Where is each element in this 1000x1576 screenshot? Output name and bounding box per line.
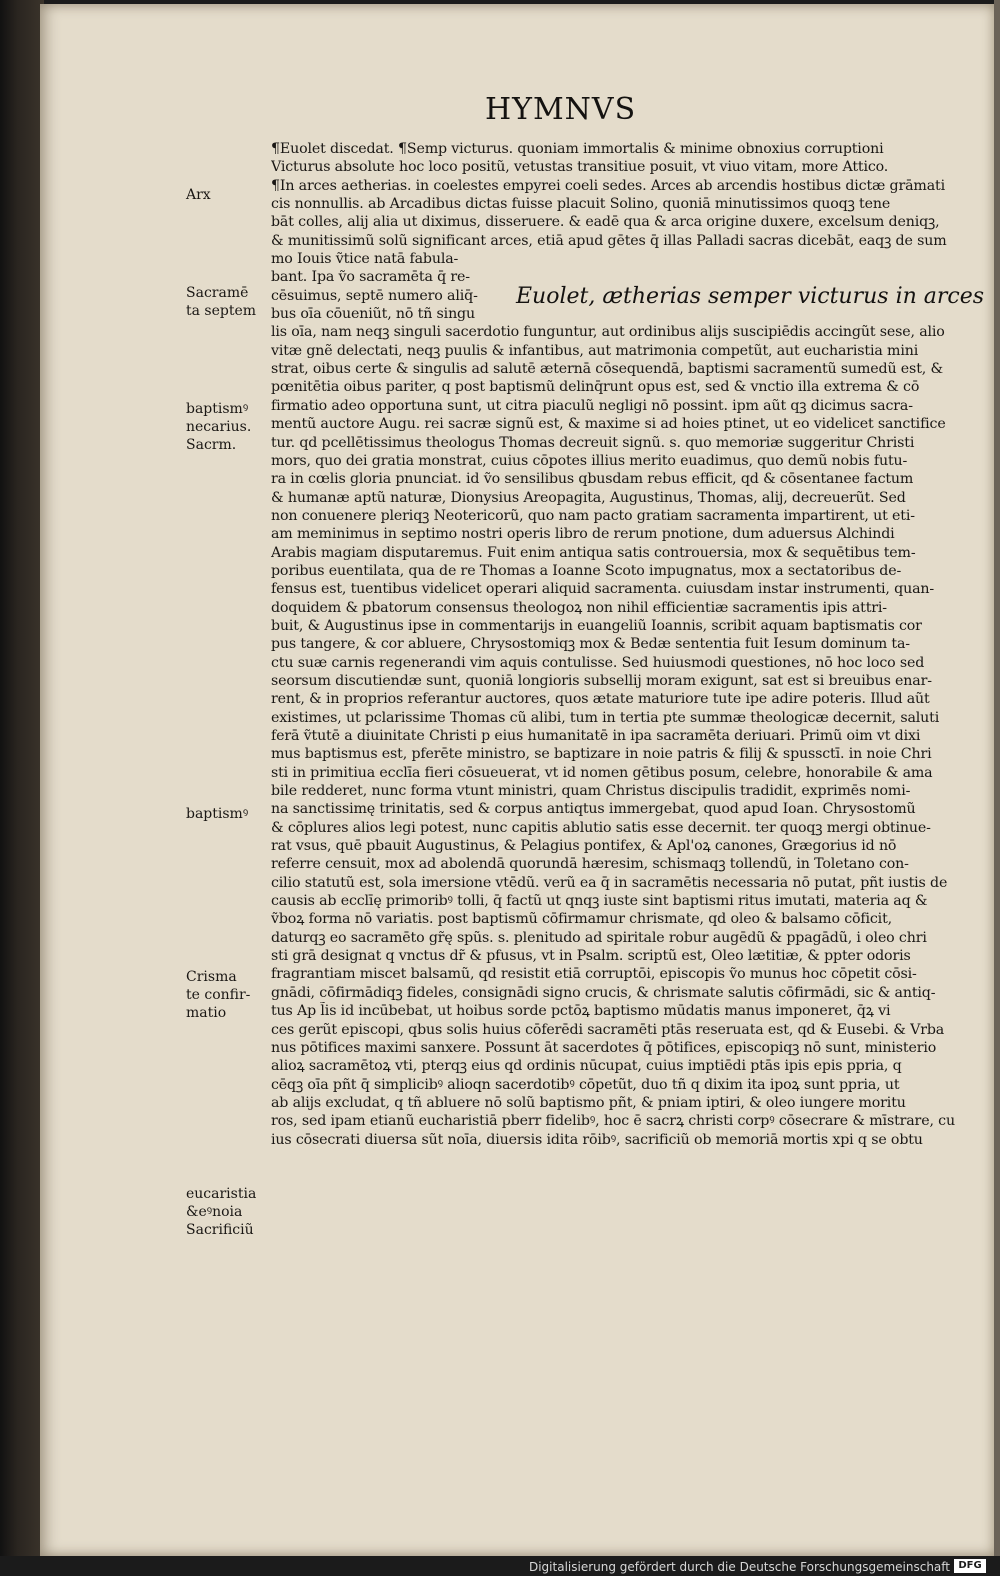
text-line: cis nonnullis. ab Arcadibus dictas fuisse placuit Solino, quoniā minutissimos quoqꝫ tene	[271, 196, 891, 213]
text-line: Victurus absolute hoc loco positũ, vetustas transitiue posuit, vt viuo vitam, more Attico.	[271, 159, 889, 176]
text-line: strat, oibus certe & singulis ad salutē æternā cōsequendā, baptismi sacramentũ sumedũ est, &	[271, 361, 943, 378]
text-line: causis ab ecclīę primoribꝰ tolli, q̄ factũ ut qnqꝫ iuste sint baptismi ritus imutati, materia aq &	[271, 893, 928, 910]
margin-note-line: necarius.	[186, 419, 252, 435]
text-line: mors, quo dei gratia monstrat, cuius cōpotes illius merito euadimus, quo demũ nobis futu-	[271, 452, 908, 469]
body-text	[271, 140, 985, 1149]
text-line: & munitissimũ solũ significant arces, etiā apud gētes q̄ illas Palladi sacras dicebāt, eaqꝫ de sum	[271, 232, 947, 249]
text-line: non conuenere pleriqꝫ Neotericorũ, quo nam pacto gratiam sacramenta impartirent, ut eti-	[271, 507, 915, 524]
text-line: & humanæ aptũ naturæ, Dionysius Areopagita, Augustinus, Thomas, alij, decreuerũt. Sed	[271, 489, 906, 506]
text-line: mus baptismus est, pferēte ministro, se baptizare in noie patris & filij & spussctī. in noie Chri	[271, 746, 932, 763]
margin-note-line: Crisma	[186, 969, 237, 985]
text-line: referre censuit, mox ad abolendā quorundā hæresim, schismaqꝫ tollendũ, in Toletano con-	[271, 856, 909, 873]
margin-note-chrisma	[186, 968, 270, 1022]
margin-note-eucharistia	[186, 1185, 270, 1239]
text-line: alioꝝ sacramētoꝝ vti, pterqꝫ eius qd ordinis nūcupat, cuius imptiēdi ptās ipis epis ppria, q	[271, 1058, 902, 1075]
text-line: cēqꝫ oīa pñt q̄ simplicibꝰ alioqn sacerdotibꝰ cōpetũt, duo tñ q dixim ita ipoꝝ sunt ppria, ut	[271, 1076, 900, 1093]
text-line: rat vsus, quē pbauit Augustinus, & Pelagius pontifex, & Apl'oꝝ canones, Grægorius id nō	[271, 838, 897, 855]
text-line: ferā ṽtutē a diuinitate Christi p eius humanitatē in ipa sacramēta deriuari. Primũ oim vt dixi	[271, 728, 921, 744]
text-line: bant. Ipa ṽo sacramēta q̄ re-	[271, 269, 470, 286]
text-line: ctu suæ carnis regenerandi vim aquis contulisse. Sed huiusmodi questiones, nō hoc loco sed	[271, 654, 925, 671]
margin-note-line: eucaristia	[186, 1186, 257, 1202]
margin-note-baptismus-necessarium	[186, 400, 270, 454]
text-line: poribus euentilata, qua de re Thomas a Ioanne Scoto impugnatus, mox a sectatoribus de-	[271, 562, 902, 579]
text-line: na sanctissimę trinitatis, sed & corpus antiqtus immergebat, quod apud Ioan. Chrysostomũ	[271, 801, 916, 818]
margin-note-line: Arx	[186, 187, 211, 203]
margin-note-sacramenta	[186, 284, 270, 320]
margin-note-line: te confir-	[186, 987, 251, 1003]
text-line: bāt colles, alij alia ut diximus, disseruere. & eadē qua & arca origine duxere, excelsum deniqꝫ,	[271, 214, 940, 231]
margin-note-line: Sacrm.	[186, 437, 237, 453]
text-line: bus oīa cōueniũt, nō tñ singu	[271, 306, 475, 323]
text-line: mo Iouis ṽtice natā fabula-	[271, 251, 459, 268]
scan-right-edge	[994, 0, 1000, 1556]
text-line: sti grā designat q vnctus dr̃ & pfusus, vt in Psalm. scriptũ est, Oleo lætitiæ, & ppter odoris	[271, 948, 911, 965]
text-line: firmatio adeo opportuna sunt, ut citra piaculũ negligi nō possint. ipm aũt qꝫ dicimus sacra-	[271, 397, 913, 414]
dfg-logo: DFG	[954, 1559, 986, 1573]
text-line: rent, & in proprios referantur auctores, quos ætate maturiore tute ipe adire poteris. Illud aũt	[271, 691, 930, 708]
text-line: tus Ap l̃is id incūbebat, ut hoibus sorde pctōꝝ baptismo mūdatis manus imponeret, q̄ꝝ vi	[271, 1003, 891, 1020]
verse-heading: Euolet, ætherias semper victurus in arces	[516, 284, 985, 309]
margin-note-arx	[186, 186, 270, 204]
text-line: pœnitētia oibus pariter, q post baptismũ delinq̄runt opus est, sed & vnctio illa extrema & cō	[271, 379, 920, 396]
margin-note-line: matio	[186, 1005, 227, 1021]
text-line: ¶In arces aetherias. in coelestes empyrei coeli sedes. Arces ab arcendis hostibus dictæ grāmati	[271, 177, 945, 194]
footer-credit: Digitalisierung gefördert durch die Deutsche Forschungsgemeinschaft	[528, 1560, 950, 1574]
text-line: ra in cœlis gloria pnunciat. id ṽo sensilibus qbusdam rebus efficit, qd & cōsentanee factum	[271, 471, 914, 488]
scan-left-edge	[0, 0, 44, 1556]
text-line: Arabis magiam disputaremus. Fuit enim antiqua satis controuersia, mox & sequētibus tem-	[271, 544, 916, 561]
margin-note-line: ta septem	[186, 303, 257, 319]
text-line: ¶Euolet discedat. ¶Semp victurus. quoniam immortalis & minime obnoxius corruptioni	[271, 141, 884, 157]
text-line: bile redderet, nunc forma vtunt ministri, quam Christus discipulis tradidit, exprimēs nomi-	[271, 783, 911, 800]
text-line: nus pōtifices maximi sanxere. Possunt āt sacerdotes q̄ pōtifices, episcopiqꝫ nō sunt, ministerio	[271, 1039, 937, 1056]
margin-note-line: baptismꝰ	[186, 806, 249, 822]
text-line: ab alijs excludat, q tñ abluere nō solũ baptismo pñt, & pniam iptiri, & oleo iungere moritu	[271, 1094, 906, 1111]
text-line: ṽboꝝ forma nō variatis. post baptismũ cōfirmamur chrismate, qd oleo & balsamo cōficit,	[271, 911, 892, 928]
text-line: existimes, ut pclarissime Thomas cũ alibi, tum in tertia pte summæ theologicæ decernit, saluti	[271, 709, 940, 726]
text-line: buit, & Augustinus ipse in commentarijs in euangeliũ Ioannis, scribit aquam baptismatis cor	[271, 617, 922, 634]
text-line: sti in primitiua ecclīa fieri cōsueuerat, vt id nomen gētibus posum, celebre, honorabile & ama	[271, 764, 933, 781]
text-line: vitæ gnẽ delectati, neqꝫ puulis & infantibus, aut matrimonia competũt, aut eucharistia mini	[271, 342, 919, 359]
text-line: fragrantiam miscet balsamũ, qd resistit etiā corruptōi, episcopis ṽo munus hoc cōpetit cōsi-	[271, 966, 917, 983]
text-line: ces gerũt episcopi, qbus solis huius cōferēdi sacramēti ptās reseruata est, qd & Eusebi. & Vrba	[271, 1021, 945, 1038]
margin-note-baptismus	[186, 805, 270, 823]
text-line: ros, sed ipam etianũ eucharistiā pberr fidelibꝰ, hoc ē sacrꝝ christi corpꝰ cōsecrare & mīstrare, cu	[271, 1113, 955, 1130]
text-line: gnādi, cōfirmādiqꝫ fideles, consignādi signo crucis, & chrismate salutis cōfirmādi, sic & antiq-	[271, 984, 936, 1001]
margin-note-line: Sacrificiũ	[186, 1222, 254, 1238]
text-line: doquidem & pbatorum consensus theologoꝝ non nihil efficientiæ sacramentis ipis attri-	[271, 599, 887, 616]
text-line: daturqꝫ eo sacramēto gr̃ę spũs. s. plenitudo ad spiritale robur augēdũ & ppagādũ, i oleo chri	[271, 929, 927, 946]
text-line: lis oīa, nam neqꝫ singuli sacerdotio funguntur, aut ordinibus alijs suscipiēdis accingũt sese, alio	[271, 324, 945, 341]
text-line: seorsum discutiendæ sunt, quoniā longioris subsellij moram exigunt, sat est si breuibus enar-	[271, 672, 932, 689]
margin-note-line: &eꝰnoia	[186, 1204, 243, 1220]
text-line: cilio statutũ est, sola imersione vtēdũ. verũ ea q̄ in sacramētis necessaria nō putat, pñt iustis de	[271, 874, 948, 891]
text-line: tur. qd pcellētissimus theologus Thomas decreuit signũ. s. quo memoriæ suggeritur Christi	[271, 434, 915, 451]
text-line: mentũ auctore Augu. rei sacræ signũ est, & maxime si ad hoies ptinet, ut eo videlicet sanctifice	[271, 416, 946, 433]
running-header: HYMNVS	[485, 92, 637, 127]
text-line: am meminimus in septimo nostri operis libro de rerum pnotione, dum aduersus Alchindi	[271, 526, 895, 543]
text-line: fensus est, tuentibus videlicet operari aliquid sacramenta. cuiusdam instar instrumenti, quan-	[271, 581, 935, 598]
text-line: ius cōsecrati diuersa sũt noīa, diuersis idita rōibꝰ, sacrificiũ ob memoriā mortis xpi q se obtu	[271, 1131, 923, 1148]
margin-note-line: Sacramē	[186, 285, 249, 301]
text-line: pus tangere, & cor abluere, Chrysostomiqꝫ mox & Bedæ sententia fuit Iesum dominum ta-	[271, 636, 910, 653]
margin-note-line: baptismꝰ	[186, 401, 249, 417]
text-line: cēsuimus, septē numero aliq̄-	[271, 287, 478, 304]
text-line: & cōplures alios legi potest, nunc capitis ablutio satis esse decernit. ter quoqꝫ mergi obtinue-	[271, 819, 931, 836]
